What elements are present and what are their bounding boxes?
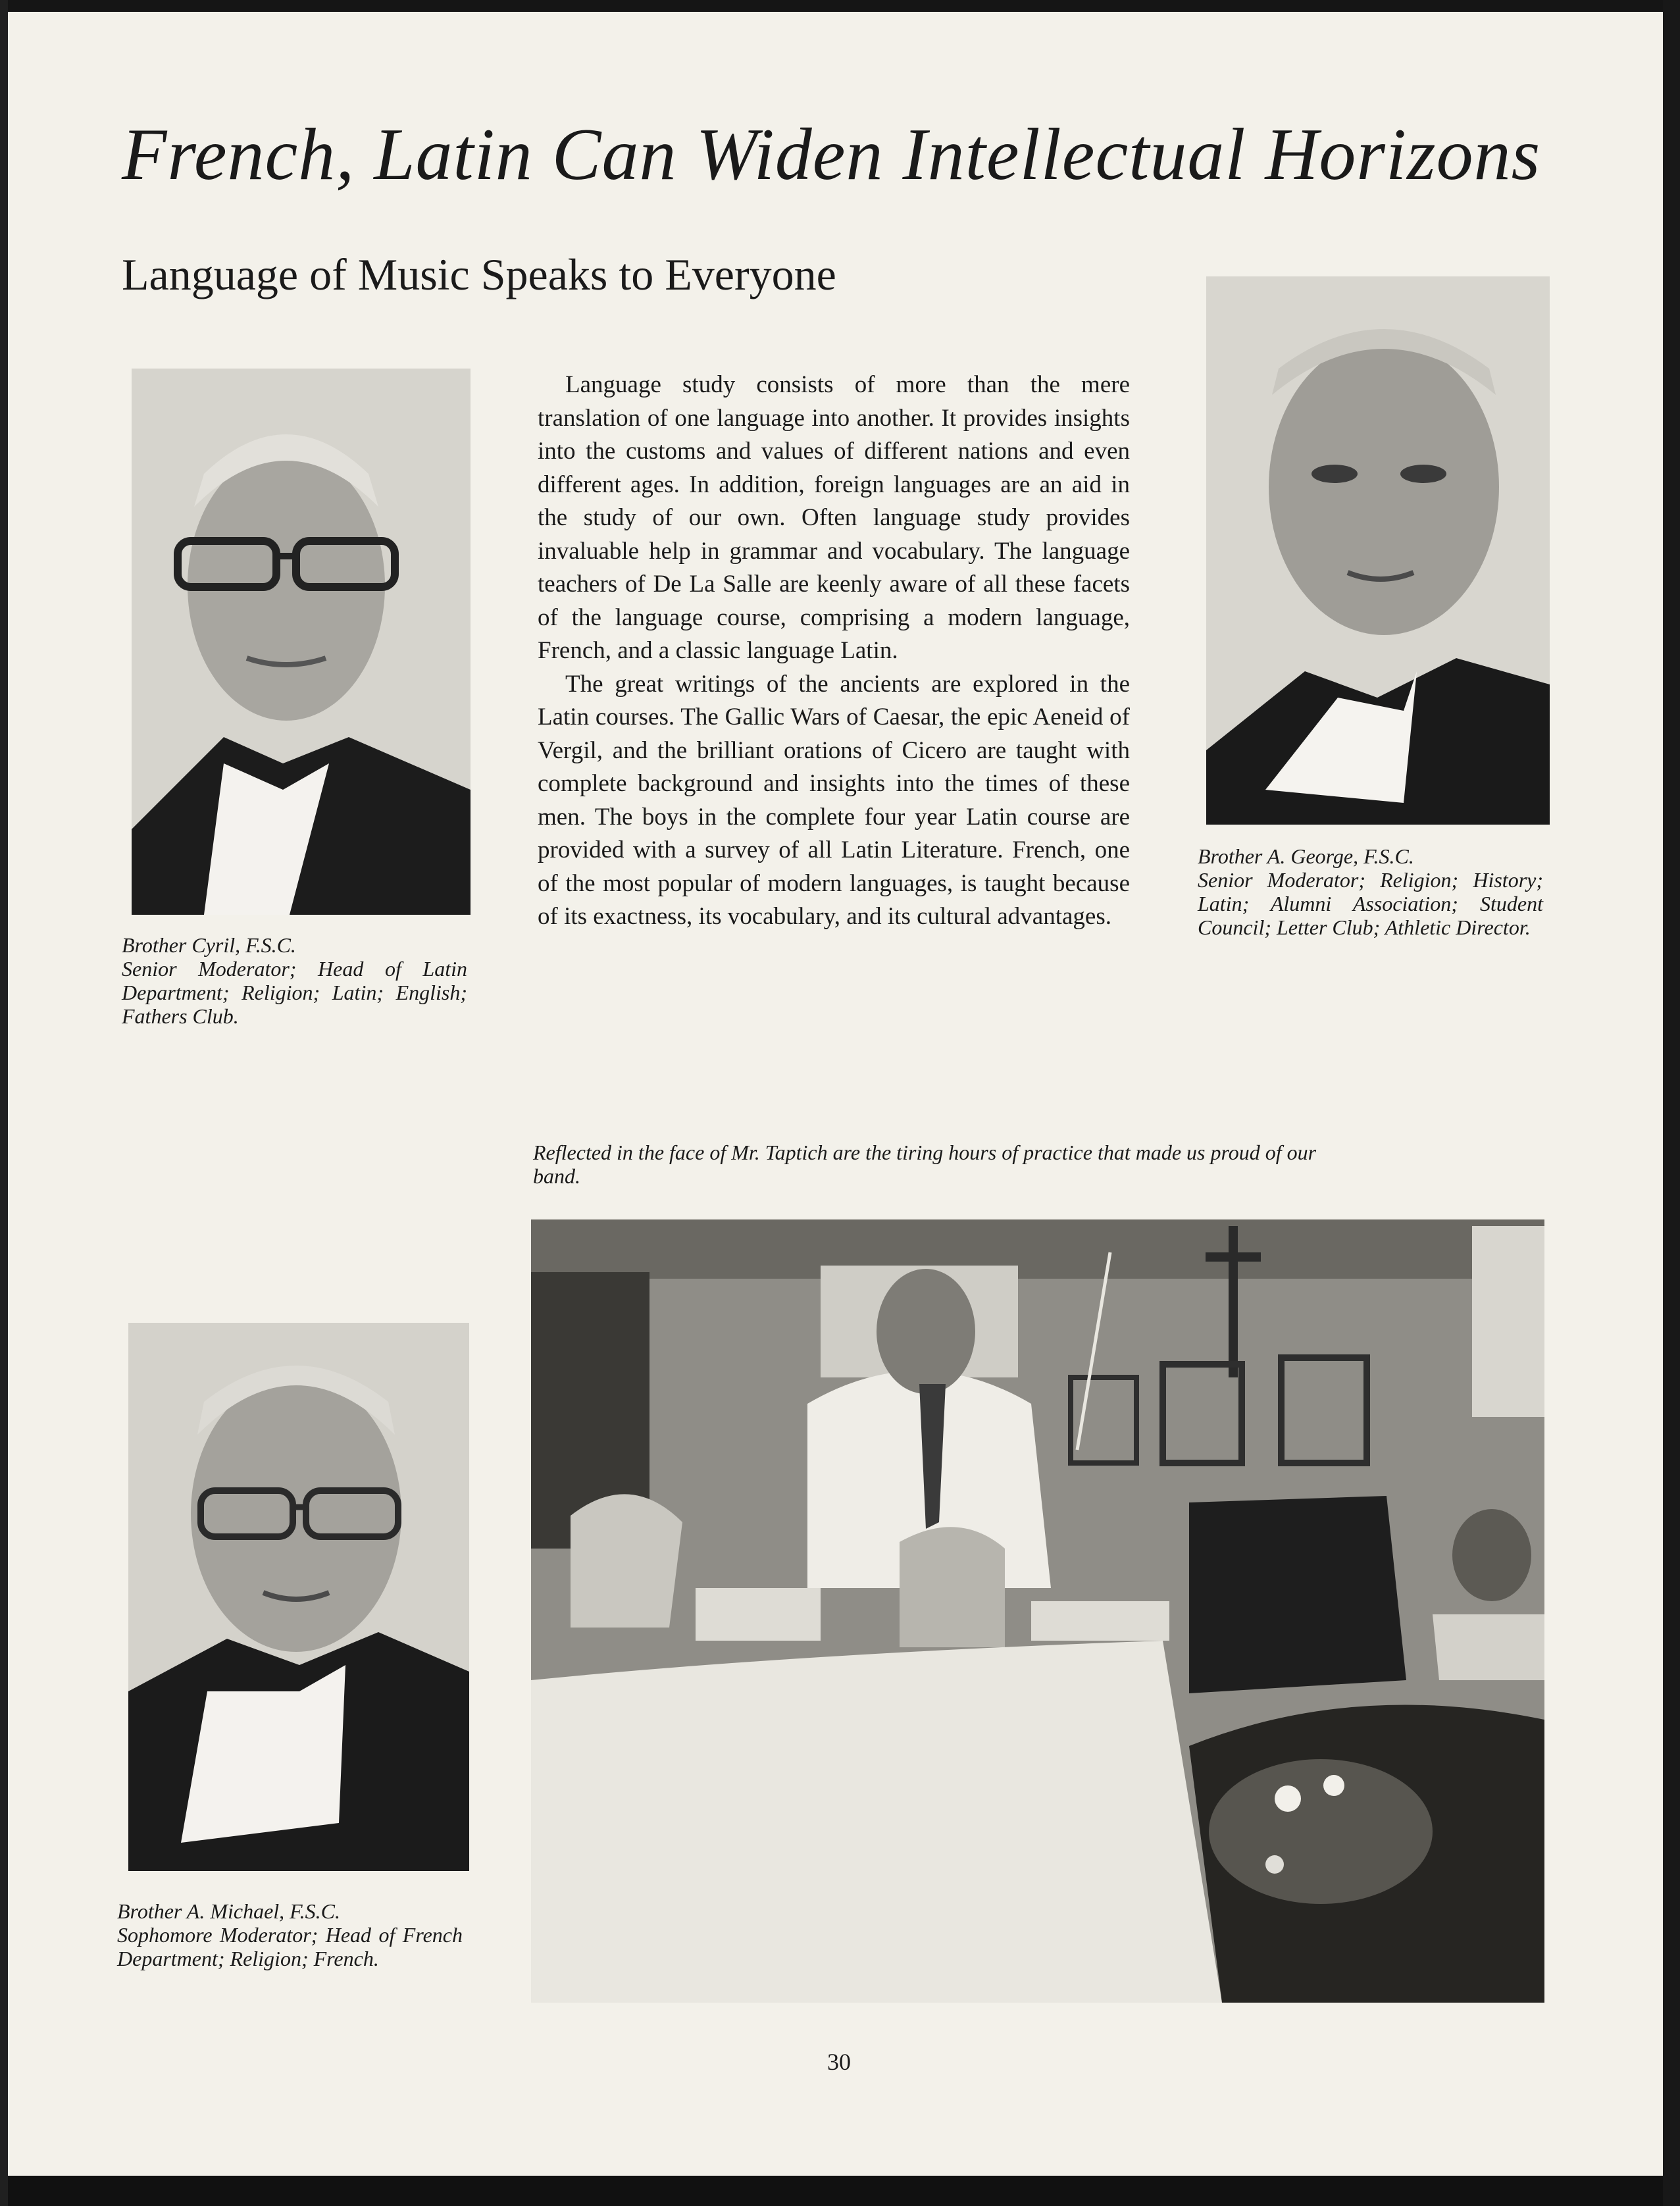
scan-border-bottom: [0, 2176, 1680, 2206]
portrait-brother-george: [1206, 276, 1550, 825]
page-number: 30: [827, 2049, 851, 2075]
band-photo-caption: Reflected in the face of Mr. Taptich are the tiring hours of practice that made us proud of our band.: [533, 1141, 1317, 1188]
portrait-brother-michael: [128, 1323, 469, 1871]
caption-duties: Senior Moderator; Religion; History; Latin; Alumni Association; Student Council; Letter Club; Athletic Director.: [1198, 868, 1543, 939]
page-headline: French, Latin Can Widen Intellectual Horizons: [122, 114, 1541, 195]
caption-name: Brother Cyril, F.S.C.: [122, 933, 296, 957]
caption-brother-michael: [117, 1899, 463, 1970]
body-paragraph: The great writings of the ancients are explored in the Latin courses. The Gallic Wars of Caesar, the epic Aeneid of Vergil, and the brilliant orations of Cicero are taught with complete background and insights into the times of these men. The boys in the complete four year Latin course are provided with a survey of all Latin Literature. French, one of the most popular of modern languages, is taught because of its exactness, its vocabulary, and its cultural advantages.: [538, 670, 1130, 930]
body-paragraph: Language study consists of more than the mere translation of one language into another. It provides insights into the customs and values of different nations and even different ages. In addition, foreign languages are an aid in the study of our own. Often language study provides invaluable help in grammar and vocabulary. The language teachers of De La Salle are keenly aware of all these facets of the language course, comprising a modern language, French, and a classic language Latin.: [538, 371, 1130, 664]
scan-border-left: [0, 0, 8, 2206]
caption-brother-george: [1198, 844, 1543, 939]
article-body: [538, 369, 1130, 934]
caption-name: Brother A. Michael, F.S.C.: [117, 1899, 340, 1923]
scan-border-top: [0, 0, 1680, 12]
band-practice-photo: [531, 1219, 1544, 2003]
portrait-brother-cyril: [132, 369, 471, 915]
caption-brother-cyril: [122, 933, 467, 1028]
caption-duties: Senior Moderator; Head of Latin Department; Religion; Latin; English; Fathers Club.: [122, 957, 467, 1028]
caption-duties: Sophomore Moderator; Head of French Department; Religion; French.: [117, 1923, 463, 1970]
scan-border-right: [1663, 0, 1680, 2206]
page-subhead: Language of Music Speaks to Everyone: [122, 249, 836, 299]
caption-name: Brother A. George, F.S.C.: [1198, 844, 1414, 868]
